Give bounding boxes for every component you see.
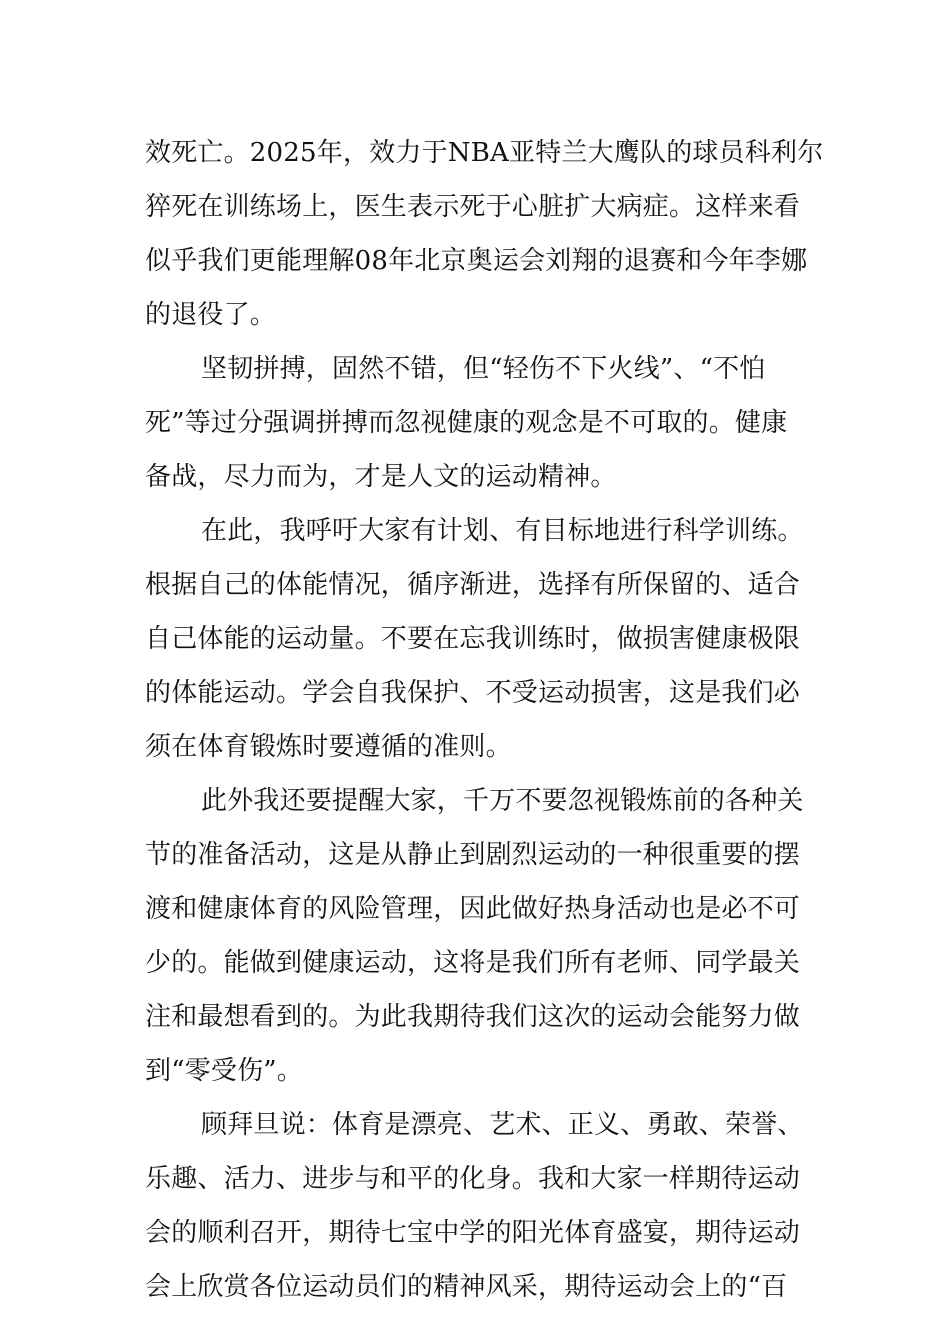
paragraph-3-line-5: 须在体育锻炼时要遵循的准则。 — [145, 732, 512, 762]
paragraph-3-line-1: 在此，我呼吁大家有计划、有目标地进行科学训练。 — [201, 516, 804, 546]
paragraph-5-line-1: 顾拜旦说：体育是漂亮、艺术、正义、勇敢、荣誉、 — [201, 1110, 804, 1140]
paragraph-1-line-3: 似乎我们更能理解08年北京奥运会刘翔的退赛和今年李娜 — [145, 246, 808, 276]
paragraph-4-line-4: 少的。能做到健康运动，这将是我们所有老师、同学最关 — [145, 948, 801, 978]
paragraph-5-line-4: 会上欣赏各位运动员们的精神风采，期待运动会上的“百 — [145, 1272, 788, 1302]
paragraph-5-line-3: 会的顺利召开，期待七宝中学的阳光体育盛宴，期待运动 — [145, 1218, 801, 1248]
paragraph-5-line-2: 乐趣、活力、进步与和平的化身。我和大家一样期待运动 — [145, 1164, 801, 1194]
paragraph-4-line-5: 注和最想看到的。为此我期待我们这次的运动会能努力做 — [145, 1002, 801, 1032]
paragraph-3-line-2: 根据自己的体能情况，循序渐进，选择有所保留的、适合 — [145, 570, 801, 600]
paragraph-3-line-3: 自己体能的运动量。不要在忘我训练时，做损害健康极限 — [145, 624, 801, 654]
paragraph-2-line-1: 坚韧拼搏，固然不错，但“轻伤不下火线”、“不怕 — [201, 354, 766, 384]
paragraph-1-line-2: 猝死在训练场上，医生表示死于心脏扩大病症。这样来看 — [145, 192, 801, 222]
paragraph-3-line-4: 的体能运动。学会自我保护、不受运动损害，这是我们必 — [145, 678, 801, 708]
paragraph-4-line-3: 渡和健康体育的风险管理，因此做好热身活动也是必不可 — [145, 894, 801, 924]
paragraph-2-line-3: 备战，尽力而为，才是人文的运动精神。 — [145, 462, 617, 492]
paragraph-1-line-4: 的退役了。 — [145, 300, 277, 330]
paragraph-2-line-2: 死”等过分强调拼搏而忽视健康的观念是不可取的。健康 — [145, 408, 788, 438]
paragraph-4-line-6: 到“零受伤”。 — [145, 1056, 303, 1086]
paragraph-4-line-1: 此外我还要提醒大家，千万不要忽视锻炼前的各种关 — [201, 786, 804, 816]
document-body — [145, 126, 824, 1314]
paragraph-1-line-1: 效死亡。2025年，效力于NBA亚特兰大鹰队的球员科利尔 — [145, 138, 824, 168]
paragraph-4-line-2: 节的准备活动，这是从静止到剧烈运动的一种很重要的摆 — [145, 840, 801, 870]
